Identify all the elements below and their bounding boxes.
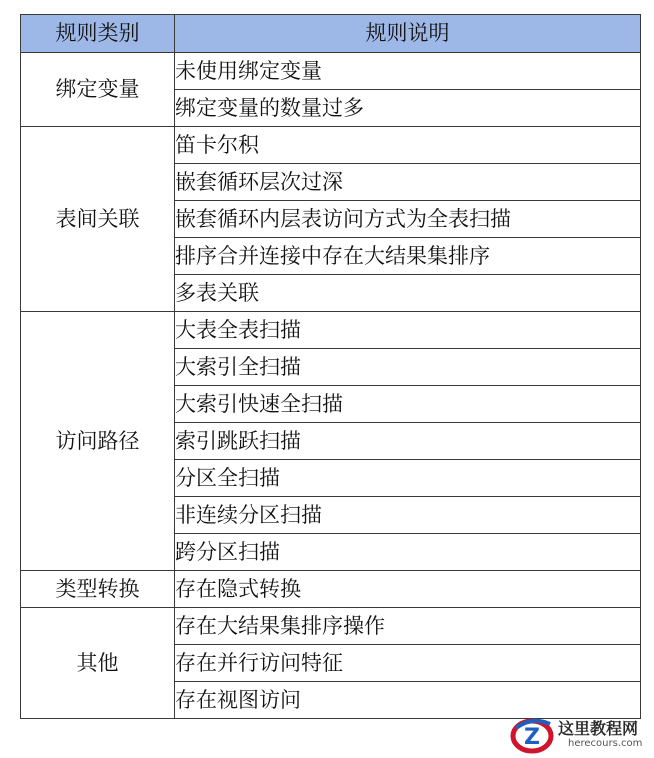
description-cell: 多表关联 — [175, 275, 641, 312]
description-cell: 未使用绑定变量 — [175, 53, 641, 90]
table-row — [21, 608, 641, 645]
svg-text:Z: Z — [524, 725, 540, 750]
description-cell: 排序合并连接中存在大结果集排序 — [175, 238, 641, 275]
table-row — [21, 312, 641, 349]
description-cell: 绑定变量的数量过多 — [175, 90, 641, 127]
rules-table — [20, 14, 641, 719]
table-header-row — [21, 15, 641, 53]
category-cell: 其他 — [21, 608, 175, 719]
header-category: 规则类别 — [21, 15, 175, 53]
category-cell: 表间关联 — [21, 127, 175, 312]
description-cell: 存在大结果集排序操作 — [175, 608, 641, 645]
table-row — [21, 571, 641, 608]
category-cell: 绑定变量 — [21, 53, 175, 127]
watermark-url: herecours.com — [568, 738, 643, 749]
description-cell: 存在并行访问特征 — [175, 645, 641, 682]
description-cell: 嵌套循环内层表访问方式为全表扫描 — [175, 201, 641, 238]
watermark-title: 这里教程网 — [558, 719, 639, 738]
description-cell: 索引跳跃扫描 — [175, 423, 641, 460]
description-cell: 分区全扫描 — [175, 460, 641, 497]
description-cell: 大表全表扫描 — [175, 312, 641, 349]
header-description: 规则说明 — [175, 15, 641, 53]
description-cell: 大索引快速全扫描 — [175, 386, 641, 423]
description-cell: 非连续分区扫描 — [175, 497, 641, 534]
category-cell: 类型转换 — [21, 571, 175, 608]
description-cell: 嵌套循环层次过深 — [175, 164, 641, 201]
description-cell: 存在视图访问 — [175, 682, 641, 719]
table-row — [21, 127, 641, 164]
description-cell: 存在隐式转换 — [175, 571, 641, 608]
watermark — [510, 712, 654, 758]
description-cell: 大索引全扫描 — [175, 349, 641, 386]
description-cell: 跨分区扫描 — [175, 534, 641, 571]
table-row — [21, 53, 641, 90]
site-logo-icon — [510, 714, 554, 754]
description-cell: 笛卡尔积 — [175, 127, 641, 164]
category-cell: 访问路径 — [21, 312, 175, 571]
